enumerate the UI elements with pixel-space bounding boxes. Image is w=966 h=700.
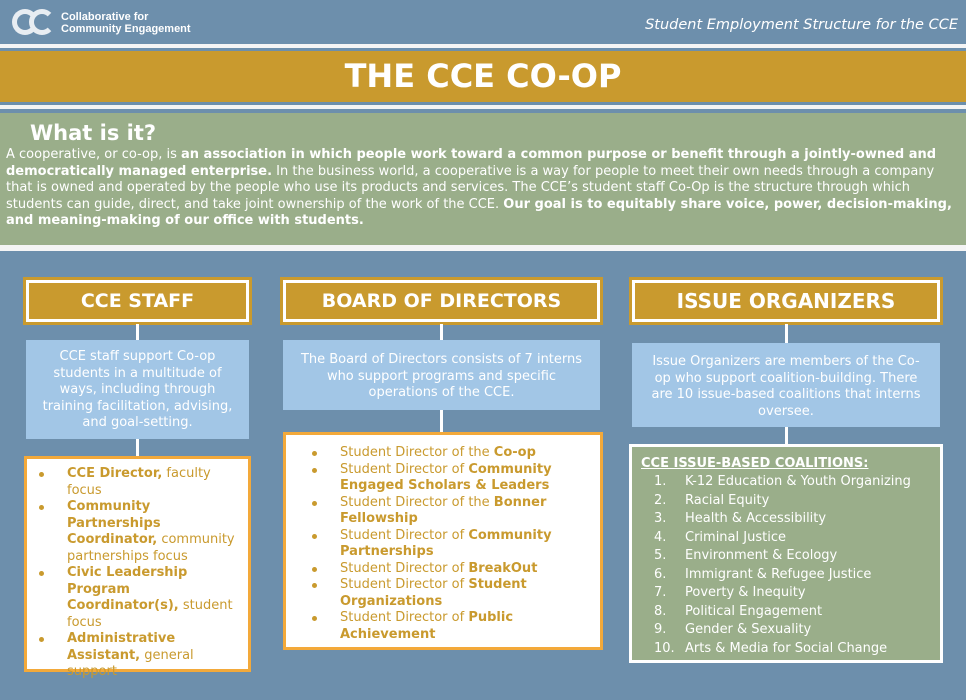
what-is-it-heading: What is it? [30,121,157,145]
list-item: 4. Criminal Justice [654,529,786,545]
cce-logo [12,7,191,39]
cce-staff-heading: CCE STAFF [26,280,249,322]
list-item: Civic Leadership Program Coordinator(s), student focus [67,565,244,631]
list-item: Student Director of BreakOut [340,561,594,578]
list-item: 7. Poverty & Inequity [654,585,806,600]
header-subtitle: Student Employment Structure for the CCE [645,17,958,33]
top-bar [0,0,966,44]
issue-organizers-heading: ISSUE ORGANIZERS [632,280,940,322]
list-item: 2. Racial Equity [654,492,770,508]
connector-line [440,410,443,432]
list-item: 9. Gender & Sexuality [654,622,812,637]
connector-line [136,439,139,456]
page-title: THE CCE CO-OP [0,51,966,102]
list-item: CCE Director, faculty focus [67,466,244,499]
connector-line [785,324,788,343]
board-list [283,432,603,650]
list-item: Student Director of the Bonner Fellowship [340,495,594,528]
list-item: Administrative Assistant, general support [67,631,244,681]
coalitions-list [629,444,943,663]
divider [0,245,966,251]
list-item: 10. Arts & Media for Social Change [654,640,888,656]
issue-organizers-description: Issue Organizers are members of the Co-op who support coalition-building. There are 10 issue-based coalitions that interns oversee. [632,343,940,427]
board-of-directors-heading: BOARD OF DIRECTORS [283,280,600,322]
what-is-it-section [0,113,966,245]
connector-line [136,324,139,340]
list-item: Student Director of the Co-op [340,445,594,462]
list-item: 6. Immigrant & Refugee Justice [654,566,872,582]
connector-line [440,324,443,340]
board-description: The Board of Directors consists of 7 interns who support programs and specific operations of the CCE. [283,340,600,410]
cce-staff-list [24,456,251,679]
list-item: Student Director of Public Achievement [340,610,594,643]
list-item: Student Director of Community Engaged Scholars & Leaders [340,462,594,495]
list-item: 3. Health & Accessibility [654,511,827,526]
cce-logo-icon [12,8,58,38]
list-item: 8. Political Engagement [654,603,823,619]
list-item: 1. K-12 Education & Youth Organizing [654,474,911,489]
divider [0,44,966,48]
logo-text: Collaborative for Community Engagement [61,11,191,35]
divider [0,105,966,109]
coalitions-heading: CCE ISSUE-BASED COALITIONS: [641,456,869,471]
list-item: 5. Environment & Ecology [654,548,838,563]
what-is-it-paragraph: A cooperative, or co-op, is an association in which people work toward a common purpose or benefit through a jointly-owned and democratically managed enterprise. In the business world, a cooperative is a way for people to meet their own needs through a company that is owned and operated by the people who use its products and services. The CCE’s student staff Co-Op is the structure through which students can guide, direct, and take joint ownership of the work of the CCE. Our goal is to equitably share voice, power, decision-making, and meaning-making of our office with students. [6,147,952,228]
list-item: Student Director of Community Partnerships [340,528,594,561]
connector-line [785,427,788,444]
list-item: Community Partnerships Coordinator, community partnerships focus [67,499,244,565]
list-item: Student Director of Student Organizations [340,577,594,610]
cce-staff-description: CCE staff support Co-op students in a multitude of ways, including through training facilitation, advising, and goal-setting. [26,340,249,439]
